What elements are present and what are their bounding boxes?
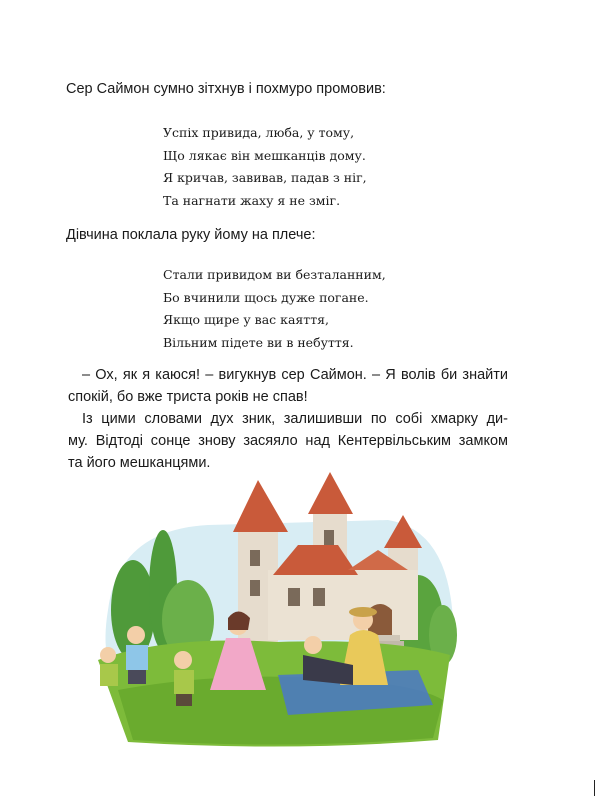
verse-line: Та нагнати жаху я не зміг. [163, 192, 341, 208]
verse-line: Вільним підете ви в небуття. [163, 334, 354, 350]
verse-line: Бо вчинили щось дуже погане. [163, 289, 369, 305]
verse-stanza-1 [163, 122, 367, 212]
ending-line: Із цими словами дух зник, залишивши по собі хмарку ди- [82, 411, 508, 427]
verse-line: Якщо щире у вас каяття, [163, 312, 329, 327]
verse-stanza-2 [163, 264, 386, 354]
intro-line: Сер Саймон сумно зітхнув і похмуро промовив: [66, 81, 386, 97]
verse-line: Що лякає він мешканців дому. [163, 147, 366, 163]
ending-line: – Ох, як я каюся! – вигукнув сер Саймон. – Я волів би знайти [82, 367, 508, 383]
castle [233, 472, 422, 650]
verse-line: Я кричав, завивав, падав з ніг, [163, 170, 367, 185]
ending-line: та його мешканцями. [68, 455, 211, 471]
ending-line: му. Відтоді сонце знову засяяло над Кентервільським замком [68, 433, 508, 449]
verse-line: Успіх привида, люба, у тому, [163, 125, 355, 140]
verse-line: Стали привидом ви безталанним, [163, 267, 386, 282]
girl-line: Дівчина поклала руку йому на плече: [66, 227, 316, 243]
ending-line: спокій, бо вже триста років не спав! [68, 389, 308, 405]
page-edge-mark [594, 780, 595, 796]
castle-family-illustration [88, 470, 458, 750]
